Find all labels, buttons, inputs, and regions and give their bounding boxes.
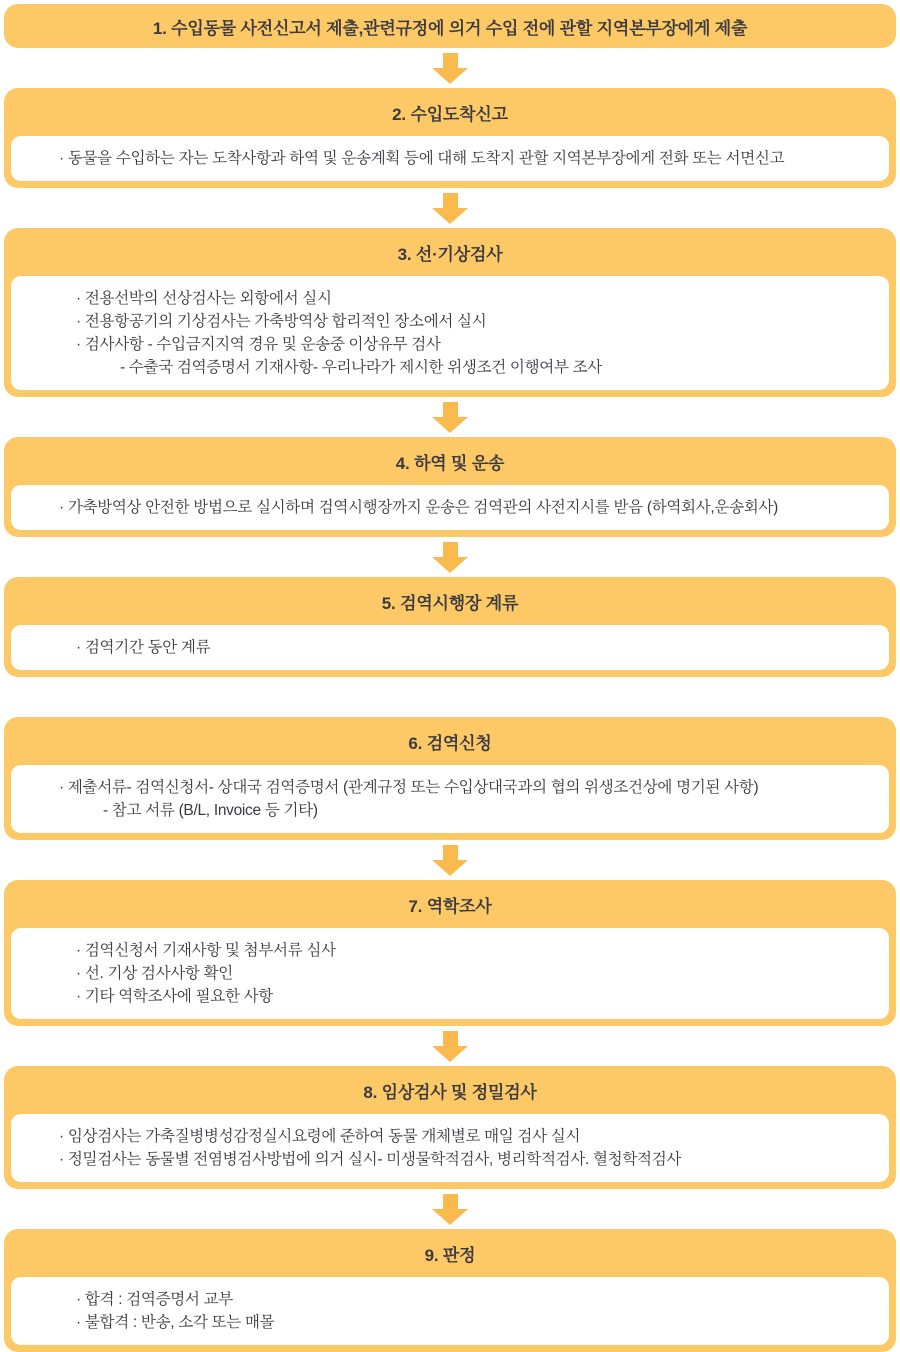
flow-step (4, 880, 896, 1066)
step-box (4, 717, 896, 840)
step-box (4, 1229, 896, 1352)
down-arrow-icon (4, 1189, 896, 1229)
step-box (4, 437, 896, 537)
step-body (11, 625, 889, 670)
flow-step (4, 577, 896, 717)
arrow-stem (443, 845, 458, 860)
arrow-head (432, 557, 468, 573)
body-line: · 검역기간 동안 계류 (76, 639, 211, 656)
arrow-head (432, 860, 468, 876)
step-title: 7. 역학조사 (408, 896, 492, 916)
step-box (4, 1066, 896, 1189)
step-title: 2. 수입도착신고 (392, 104, 508, 124)
body-line: · 전용선박의 선상검사는 외항에서 실시 (76, 290, 332, 307)
step-title: 5. 검역시행장 계류 (381, 593, 519, 613)
step-title: 6. 검역신청 (408, 733, 492, 753)
body-line: · 전용항공기의 기상검사는 가축방역상 합리적인 장소에서 실시 (76, 313, 487, 330)
down-arrow-icon (4, 397, 896, 437)
arrow-head (432, 1209, 468, 1225)
step-box (4, 4, 896, 48)
flow-step (4, 437, 896, 577)
step-title: 8. 임상검사 및 정밀검사 (363, 1082, 537, 1102)
flow-step (4, 88, 896, 228)
arrow-stem (443, 542, 458, 557)
body-line: · 합격 : 검역증명서 교부 (76, 1291, 233, 1308)
step-box (4, 88, 896, 188)
arrow-stem (443, 402, 458, 417)
down-arrow-icon (4, 1026, 896, 1066)
step-box (4, 880, 896, 1026)
body-line: · 기타 역학조사에 필요한 사항 (76, 988, 273, 1005)
step-title: 9. 판정 (424, 1245, 476, 1265)
body-line: · 불합격 : 반송, 소각 또는 매몰 (76, 1314, 275, 1331)
body-line: - 수출국 검역증명서 기재사항- 우리나라가 제시한 위생조건 이행여부 조사 (120, 359, 602, 376)
body-line: · 정밀검사는 동물별 전염병검사방법에 의거 실시- 미생물학적검사, 병리학적검사. 혈청학적검사 (59, 1151, 682, 1168)
arrow-stem (443, 53, 458, 68)
arrow-head (432, 417, 468, 433)
body-line: - 참고 서류 (B/L, Invoice 등 기타) (103, 802, 318, 819)
down-arrow-icon (4, 537, 896, 577)
flow-step (4, 4, 896, 88)
arrow-stem (443, 193, 458, 208)
step-body (11, 1277, 889, 1345)
body-line: · 동물을 수입하는 자는 도착사항과 하역 및 운송계획 등에 대해 도착지 관할 지역본부장에게 전화 또는 서면신고 (59, 150, 785, 167)
step-title: 4. 하역 및 운송 (395, 453, 505, 473)
flow-step (4, 228, 896, 437)
step-body (11, 765, 889, 833)
body-line: · 선. 기상 검사사항 확인 (76, 965, 233, 982)
step-body (11, 136, 889, 181)
flow-step (4, 1229, 896, 1352)
body-line: · 제출서류- 검역신청서- 상대국 검역증명서 (관계규정 또는 수입상대국과의 협의 위생조건상에 명기된 사항) (59, 779, 759, 796)
body-line: · 검역신청서 기재사항 및 첨부서류 심사 (76, 942, 336, 959)
step-body (11, 276, 889, 390)
step-box (4, 577, 896, 677)
arrow-stem (443, 1031, 458, 1046)
flow-step (4, 1066, 896, 1229)
step-box (4, 228, 896, 397)
arrow-head (432, 1046, 468, 1062)
step-body (11, 1114, 889, 1182)
step-body (11, 485, 889, 530)
down-arrow-icon (4, 188, 896, 228)
down-arrow-icon (4, 840, 896, 880)
step-title: 1. 수입동물 사전신고서 제출,관련규정에 의거 수입 전에 관할 지역본부장에게 제출 (152, 18, 748, 38)
arrow-head (432, 68, 468, 84)
body-line: · 검사사항 - 수입금지지역 경유 및 운송중 이상유무 검사 (76, 336, 441, 353)
step-body (11, 928, 889, 1019)
body-line: · 가축방역상 안전한 방법으로 실시하며 검역시행장까지 운송은 검역관의 사전지시를 받음 (하역회사,운송회사) (59, 499, 778, 516)
step-title: 3. 선·기상검사 (397, 244, 503, 264)
arrow-head (432, 208, 468, 224)
down-arrow-icon (4, 677, 896, 717)
down-arrow-icon (4, 48, 896, 88)
body-line: · 임상검사는 가축질병병성감정실시요령에 준하여 동물 개체별로 매일 검사 실시 (59, 1128, 581, 1145)
flowchart (4, 4, 896, 1352)
arrow-stem (443, 1194, 458, 1209)
flow-step (4, 717, 896, 880)
